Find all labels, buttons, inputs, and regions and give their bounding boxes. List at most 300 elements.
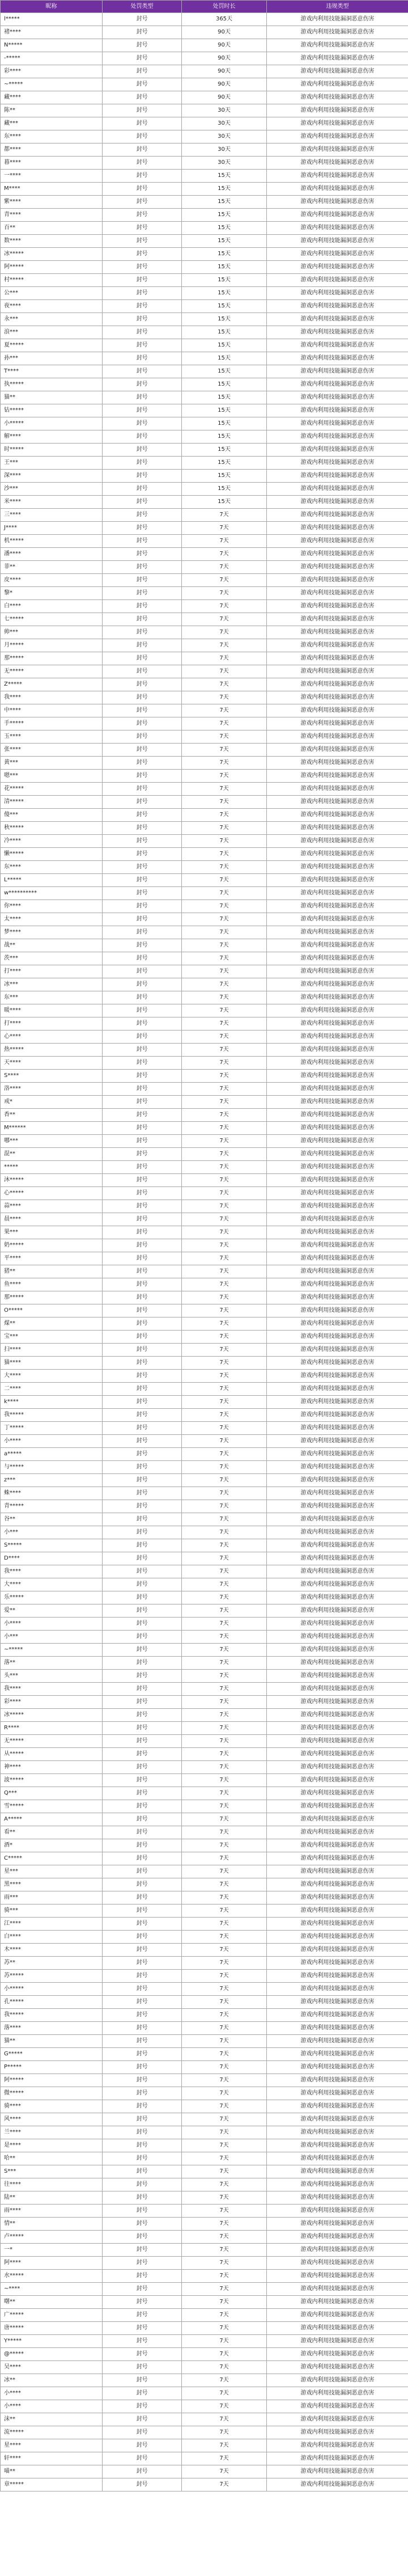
cell-penalty-duration: 7天 — [182, 1904, 267, 1918]
cell-penalty-type: 封号 — [103, 404, 182, 417]
table-row — [1, 2296, 408, 2309]
cell-penalty-type: 封号 — [103, 1200, 182, 1213]
cell-penalty-duration: 7天 — [182, 861, 267, 874]
table-row — [1, 1187, 408, 1200]
cell-penalty-type: 封号 — [103, 1526, 182, 1539]
cell-penalty-type: 封号 — [103, 1083, 182, 1096]
cell-penalty-duration: 7天 — [182, 1709, 267, 1722]
cell-violation-type: 游戏内利用技能漏洞恶意伤害 — [267, 326, 408, 339]
cell-nickname: 藏*** — [1, 117, 103, 130]
table-row — [1, 2257, 408, 2270]
cell-violation-type: 游戏内利用技能漏洞恶意伤害 — [267, 861, 408, 874]
table-row — [1, 939, 408, 952]
cell-penalty-type: 封号 — [103, 1865, 182, 1878]
cell-violation-type: 游戏内利用技能漏洞恶意伤害 — [267, 1409, 408, 1422]
cell-nickname: 小**** — [1, 2387, 103, 2400]
table-row — [1, 1370, 408, 1383]
cell-penalty-type: 封号 — [103, 1239, 182, 1252]
cell-penalty-type: 封号 — [103, 652, 182, 665]
cell-penalty-duration: 7天 — [182, 1565, 267, 1578]
cell-violation-type: 游戏内利用技能漏洞恶意伤害 — [267, 2022, 408, 2035]
cell-penalty-type: 封号 — [103, 444, 182, 457]
cell-penalty-duration: 7天 — [182, 1304, 267, 1317]
cell-violation-type: 游戏内利用技能漏洞恶意伤害 — [267, 378, 408, 391]
cell-nickname: O***** — [1, 1304, 103, 1317]
cell-penalty-type: 封号 — [103, 117, 182, 130]
cell-penalty-duration: 7天 — [182, 2335, 267, 2348]
cell-violation-type: 游戏内利用技能漏洞恶意伤害 — [267, 2439, 408, 2452]
cell-penalty-duration: 7天 — [182, 1931, 267, 1944]
cell-penalty-type: 封号 — [103, 352, 182, 365]
cell-penalty-type: 封号 — [103, 2413, 182, 2426]
cell-penalty-type: 封号 — [103, 2165, 182, 2178]
cell-nickname: A***** — [1, 1813, 103, 1826]
cell-violation-type: 游戏内利用技能漏洞恶意伤害 — [267, 678, 408, 691]
table-row — [1, 365, 408, 378]
table-row — [1, 117, 408, 130]
cell-penalty-type: 封号 — [103, 1578, 182, 1591]
cell-penalty-type: 封号 — [103, 691, 182, 704]
table-row — [1, 2218, 408, 2231]
cell-penalty-duration: 7天 — [182, 978, 267, 991]
cell-penalty-duration: 15天 — [182, 496, 267, 509]
cell-violation-type: 游戏内利用技能漏洞恶意伤害 — [267, 143, 408, 157]
cell-penalty-type: 封号 — [103, 770, 182, 783]
cell-penalty-type: 封号 — [103, 1631, 182, 1644]
table-row — [1, 222, 408, 235]
cell-penalty-type: 封号 — [103, 2283, 182, 2296]
cell-penalty-duration: 7天 — [182, 1787, 267, 1800]
cell-nickname: 一**** — [1, 170, 103, 183]
cell-nickname: 张**** — [1, 744, 103, 757]
cell-penalty-type: 封号 — [103, 522, 182, 535]
cell-violation-type: 游戏内利用技能漏洞恶意伤害 — [267, 1331, 408, 1344]
table-row — [1, 2126, 408, 2139]
cell-nickname: 看** — [1, 1826, 103, 1839]
cell-penalty-type: 封号 — [103, 704, 182, 717]
cell-penalty-duration: 7天 — [182, 626, 267, 639]
cell-nickname: 黑**** — [1, 1878, 103, 1891]
cell-violation-type: 游戏内利用技能漏洞恶意伤害 — [267, 1891, 408, 1904]
cell-nickname: z*** — [1, 1474, 103, 1487]
cell-penalty-type: 封号 — [103, 1474, 182, 1487]
cell-violation-type: 游戏内利用技能漏洞恶意伤害 — [267, 1552, 408, 1565]
cell-penalty-type: 封号 — [103, 1813, 182, 1826]
cell-nickname: 执***** — [1, 378, 103, 391]
cell-violation-type: 游戏内利用技能漏洞恶意伤害 — [267, 1565, 408, 1578]
cell-penalty-duration: 7天 — [182, 2387, 267, 2400]
cell-nickname: 蒜**** — [1, 1200, 103, 1213]
table-row — [1, 809, 408, 822]
cell-penalty-type: 封号 — [103, 2139, 182, 2152]
cell-violation-type: 游戏内利用技能漏洞恶意伤害 — [267, 1252, 408, 1265]
cell-penalty-type: 封号 — [103, 2205, 182, 2218]
cell-penalty-duration: 90天 — [182, 39, 267, 52]
cell-penalty-duration: 7天 — [182, 1252, 267, 1265]
cell-nickname: 宝*** — [1, 1331, 103, 1344]
table-row — [1, 626, 408, 639]
cell-penalty-duration: 30天 — [182, 157, 267, 170]
cell-penalty-duration: 7天 — [182, 1383, 267, 1396]
table-row — [1, 1696, 408, 1709]
cell-penalty-duration: 7天 — [182, 1148, 267, 1161]
table-row — [1, 1161, 408, 1174]
cell-penalty-type: 封号 — [103, 2218, 182, 2231]
cell-nickname: 天**** — [1, 1057, 103, 1070]
cell-penalty-duration: 7天 — [182, 1161, 267, 1174]
cell-penalty-type: 封号 — [103, 535, 182, 548]
cell-penalty-duration: 7天 — [182, 1435, 267, 1448]
cell-nickname: 嗯*** — [1, 770, 103, 783]
cell-penalty-type: 封号 — [103, 757, 182, 770]
cell-penalty-type: 封号 — [103, 1500, 182, 1513]
table-row — [1, 1670, 408, 1683]
table-row — [1, 1500, 408, 1513]
cell-penalty-type: 封号 — [103, 65, 182, 78]
cell-penalty-type: 封号 — [103, 183, 182, 196]
cell-violation-type: 游戏内利用技能漏洞恶意伤害 — [267, 1748, 408, 1761]
cell-nickname: 戒* — [1, 1096, 103, 1109]
cell-penalty-duration: 90天 — [182, 52, 267, 65]
cell-penalty-duration: 7天 — [182, 1331, 267, 1344]
cell-nickname: 心***** — [1, 1187, 103, 1200]
cell-nickname: N***** — [1, 39, 103, 52]
cell-nickname: 我**** — [1, 1683, 103, 1696]
table-row — [1, 2361, 408, 2374]
cell-penalty-duration: 7天 — [182, 2178, 267, 2191]
table-row — [1, 235, 408, 248]
cell-violation-type: 游戏内利用技能漏洞恶意伤害 — [267, 704, 408, 717]
cell-penalty-type: 封号 — [103, 222, 182, 235]
table-row — [1, 1317, 408, 1331]
cell-nickname: P***** — [1, 2061, 103, 2074]
cell-penalty-duration: 7天 — [182, 1226, 267, 1239]
cell-violation-type: 游戏内利用技能漏洞恶意伤害 — [267, 613, 408, 626]
cell-violation-type: 游戏内利用技能漏洞恶意伤害 — [267, 2413, 408, 2426]
cell-penalty-type: 封号 — [103, 796, 182, 809]
cell-nickname: 青***** — [1, 1500, 103, 1513]
table-row — [1, 1722, 408, 1735]
cell-violation-type: 游戏内利用技能漏洞恶意伤害 — [267, 535, 408, 548]
cell-violation-type: 游戏内利用技能漏洞恶意伤害 — [267, 352, 408, 365]
cell-nickname: 唐***** — [1, 2322, 103, 2335]
table-row — [1, 613, 408, 626]
cell-violation-type: 游戏内利用技能漏洞恶意伤害 — [267, 1878, 408, 1891]
cell-violation-type: 游戏内利用技能漏洞恶意伤害 — [267, 639, 408, 652]
cell-nickname: 煤** — [1, 1317, 103, 1331]
cell-nickname: k**** — [1, 1396, 103, 1409]
cell-nickname: 沐***** — [1, 1174, 103, 1187]
cell-penalty-type: 封号 — [103, 874, 182, 887]
cell-violation-type: 游戏内利用技能漏洞恶意伤害 — [267, 1631, 408, 1644]
cell-nickname: 褚**** — [1, 26, 103, 39]
cell-penalty-duration: 7天 — [182, 1474, 267, 1487]
cell-penalty-type: 封号 — [103, 574, 182, 587]
cell-penalty-type: 封号 — [103, 430, 182, 444]
table-row — [1, 143, 408, 157]
cell-penalty-duration: 7天 — [182, 2048, 267, 2061]
cell-violation-type: 游戏内利用技能漏洞恶意伤害 — [267, 1422, 408, 1435]
cell-penalty-duration: 7天 — [182, 1083, 267, 1096]
header-penalty-duration: 处罚时长 — [182, 1, 267, 13]
cell-violation-type: 游戏内利用技能漏洞恶意伤害 — [267, 391, 408, 404]
cell-violation-type: 游戏内利用技能漏洞恶意伤害 — [267, 574, 408, 587]
cell-nickname: 藏**** — [1, 91, 103, 104]
cell-nickname: 深**** — [1, 470, 103, 483]
cell-nickname: S*** — [1, 2165, 103, 2178]
table-row — [1, 1487, 408, 1500]
table-row — [1, 1931, 408, 1944]
cell-penalty-duration: 7天 — [182, 1996, 267, 2009]
cell-violation-type: 游戏内利用技能漏洞恶意伤害 — [267, 1852, 408, 1865]
cell-penalty-type: 封号 — [103, 744, 182, 757]
cell-violation-type: 游戏内利用技能漏洞恶意伤害 — [267, 652, 408, 665]
cell-violation-type: 游戏内利用技能漏洞恶意伤害 — [267, 2426, 408, 2439]
table-row — [1, 1604, 408, 1618]
table-row — [1, 2335, 408, 2348]
cell-penalty-duration: 7天 — [182, 2126, 267, 2139]
cell-penalty-duration: 90天 — [182, 78, 267, 91]
cell-nickname: 白**** — [1, 600, 103, 613]
cell-violation-type: 游戏内利用技能漏洞恶意伤害 — [267, 887, 408, 900]
cell-violation-type: 游戏内利用技能漏洞恶意伤害 — [267, 1148, 408, 1161]
cell-penalty-type: 封号 — [103, 1422, 182, 1435]
cell-violation-type: 游戏内利用技能漏洞恶意伤害 — [267, 665, 408, 678]
table-row — [1, 1683, 408, 1696]
cell-penalty-type: 封号 — [103, 1396, 182, 1409]
cell-violation-type: 游戏内利用技能漏洞恶意伤害 — [267, 1904, 408, 1918]
cell-violation-type: 游戏内利用技能漏洞恶意伤害 — [267, 796, 408, 809]
cell-nickname: 无***** — [1, 1735, 103, 1748]
cell-violation-type: 游戏内利用技能漏洞恶意伤害 — [267, 2257, 408, 2270]
cell-nickname: 无***** — [1, 665, 103, 678]
cell-penalty-duration: 7天 — [182, 1891, 267, 1904]
table-row — [1, 2178, 408, 2191]
cell-nickname: 时***** — [1, 444, 103, 457]
cell-penalty-duration: 15天 — [182, 365, 267, 378]
cell-violation-type: 游戏内利用技能漏洞恶意伤害 — [267, 444, 408, 457]
cell-penalty-type: 封号 — [103, 978, 182, 991]
table-row — [1, 326, 408, 339]
table-row — [1, 13, 408, 26]
cell-nickname: M**** — [1, 183, 103, 196]
cell-nickname: 青**** — [1, 209, 103, 222]
table-row — [1, 2439, 408, 2452]
cell-penalty-type: 封号 — [103, 1357, 182, 1370]
cell-violation-type: 游戏内利用技能漏洞恶意伤害 — [267, 1122, 408, 1135]
cell-violation-type: 游戏内利用技能漏洞恶意伤害 — [267, 2335, 408, 2348]
table-row — [1, 1109, 408, 1122]
cell-nickname: 我***** — [1, 1409, 103, 1422]
cell-penalty-duration: 15天 — [182, 222, 267, 235]
cell-violation-type: 游戏内利用技能漏洞恶意伤害 — [267, 1787, 408, 1800]
cell-nickname: 黎* — [1, 587, 103, 600]
cell-penalty-duration: 7天 — [182, 1109, 267, 1122]
cell-nickname: 与***** — [1, 1461, 103, 1474]
cell-penalty-duration: 7天 — [182, 2439, 267, 2452]
cell-penalty-duration: 15天 — [182, 483, 267, 496]
cell-penalty-duration: 365天 — [182, 13, 267, 26]
table-row — [1, 561, 408, 574]
cell-penalty-duration: 7天 — [182, 2022, 267, 2035]
cell-penalty-duration: 7天 — [182, 1839, 267, 1852]
table-row — [1, 157, 408, 170]
cell-penalty-type: 封号 — [103, 939, 182, 952]
table-row — [1, 496, 408, 509]
cell-violation-type: 游戏内利用技能漏洞恶意伤害 — [267, 1344, 408, 1357]
cell-penalty-duration: 7天 — [182, 874, 267, 887]
cell-penalty-duration: 15天 — [182, 457, 267, 470]
cell-penalty-duration: 7天 — [182, 2152, 267, 2165]
cell-nickname: 猫** — [1, 2035, 103, 2048]
cell-penalty-duration: 7天 — [182, 1552, 267, 1565]
cell-penalty-duration: 7天 — [182, 2074, 267, 2087]
cell-violation-type: 游戏内利用技能漏洞恶意伤害 — [267, 196, 408, 209]
cell-nickname: 帅*** — [1, 626, 103, 639]
cell-penalty-type: 封号 — [103, 1265, 182, 1278]
cell-penalty-duration: 7天 — [182, 1578, 267, 1591]
cell-violation-type: 游戏内利用技能漏洞恶意伤害 — [267, 2218, 408, 2231]
cell-penalty-type: 封号 — [103, 1800, 182, 1813]
cell-penalty-type: 封号 — [103, 2296, 182, 2309]
cell-penalty-type: 封号 — [103, 1735, 182, 1748]
cell-penalty-type: 封号 — [103, 2035, 182, 2048]
cell-penalty-duration: 7天 — [182, 730, 267, 744]
table-row — [1, 300, 408, 313]
cell-nickname: 冷**** — [1, 835, 103, 848]
cell-penalty-type: 封号 — [103, 887, 182, 900]
cell-nickname: Y***** — [1, 2335, 103, 2348]
table-row — [1, 483, 408, 496]
cell-penalty-type: 封号 — [103, 1696, 182, 1709]
cell-penalty-type: 封号 — [103, 561, 182, 574]
cell-violation-type: 游戏内利用技能漏洞恶意伤害 — [267, 757, 408, 770]
cell-nickname: 夜**** — [1, 300, 103, 313]
cell-violation-type: 游戏内利用技能漏洞恶意伤害 — [267, 1539, 408, 1552]
cell-violation-type: 游戏内利用技能漏洞恶意伤害 — [267, 2100, 408, 2113]
table-row — [1, 1761, 408, 1774]
table-row — [1, 2035, 408, 2048]
cell-penalty-type: 封号 — [103, 2126, 182, 2139]
table-row — [1, 730, 408, 744]
cell-penalty-duration: 7天 — [182, 1539, 267, 1552]
cell-violation-type: 游戏内利用技能漏洞恶意伤害 — [267, 691, 408, 704]
cell-nickname: 奶***** — [1, 1239, 103, 1252]
cell-penalty-type: 封号 — [103, 2374, 182, 2387]
cell-violation-type: 游戏内利用技能漏洞恶意伤害 — [267, 1865, 408, 1878]
cell-penalty-type: 封号 — [103, 365, 182, 378]
cell-penalty-type: 封号 — [103, 822, 182, 835]
cell-nickname: 吴**** — [1, 2361, 103, 2374]
cell-violation-type: 游戏内利用技能漏洞恶意伤害 — [267, 2348, 408, 2361]
table-body — [1, 13, 408, 2491]
cell-penalty-duration: 7天 — [182, 1970, 267, 1983]
table-row — [1, 926, 408, 939]
cell-penalty-duration: 7天 — [182, 704, 267, 717]
cell-nickname: 酒* — [1, 1839, 103, 1852]
cell-penalty-type: 封号 — [103, 965, 182, 978]
cell-penalty-type: 封号 — [103, 1057, 182, 1070]
cell-nickname: 一* — [1, 2244, 103, 2257]
cell-penalty-type: 封号 — [103, 1174, 182, 1187]
cell-violation-type: 游戏内利用技能漏洞恶意伤害 — [267, 1513, 408, 1526]
table-row — [1, 978, 408, 991]
cell-penalty-duration: 30天 — [182, 117, 267, 130]
cell-violation-type: 游戏内利用技能漏洞恶意伤害 — [267, 1226, 408, 1239]
cell-nickname: 风**** — [1, 2113, 103, 2126]
cell-violation-type: 游戏内利用技能漏洞恶意伤害 — [267, 1383, 408, 1396]
cell-penalty-duration: 7天 — [182, 2322, 267, 2335]
cell-penalty-duration: 7天 — [182, 1031, 267, 1044]
table-row — [1, 861, 408, 874]
cell-nickname: Q*** — [1, 1787, 103, 1800]
table-row — [1, 1096, 408, 1109]
table-row — [1, 678, 408, 691]
cell-violation-type: 游戏内利用技能漏洞恶意伤害 — [267, 926, 408, 939]
cell-penalty-duration: 7天 — [182, 1370, 267, 1383]
cell-penalty-duration: 15天 — [182, 404, 267, 417]
cell-penalty-duration: 15天 — [182, 417, 267, 430]
cell-penalty-type: 封号 — [103, 900, 182, 913]
cell-penalty-duration: 90天 — [182, 65, 267, 78]
cell-penalty-type: 封号 — [103, 287, 182, 300]
cell-nickname: 解**** — [1, 430, 103, 444]
table-row — [1, 874, 408, 887]
table-row — [1, 1657, 408, 1670]
cell-penalty-duration: 15天 — [182, 444, 267, 457]
cell-violation-type: 游戏内利用技能漏洞恶意伤害 — [267, 1187, 408, 1200]
table-row — [1, 691, 408, 704]
cell-nickname: R**** — [1, 1722, 103, 1735]
cell-penalty-type: 封号 — [103, 926, 182, 939]
cell-penalty-duration: 7天 — [182, 652, 267, 665]
table-row — [1, 2152, 408, 2165]
table-row — [1, 65, 408, 78]
cell-nickname: 章***** — [1, 2478, 103, 2491]
table-row — [1, 2231, 408, 2244]
cell-nickname: 中**** — [1, 704, 103, 717]
cell-penalty-duration: 7天 — [182, 2139, 267, 2152]
cell-violation-type: 游戏内利用技能漏洞恶意伤害 — [267, 1461, 408, 1474]
cell-violation-type: 游戏内利用技能漏洞恶意伤害 — [267, 783, 408, 796]
cell-penalty-type: 封号 — [103, 1683, 182, 1696]
cell-penalty-duration: 7天 — [182, 2009, 267, 2022]
cell-nickname: 懒***** — [1, 848, 103, 861]
cell-nickname: 香** — [1, 1109, 103, 1122]
cell-penalty-type: 封号 — [103, 2400, 182, 2413]
table-row — [1, 457, 408, 470]
table-row — [1, 2244, 408, 2257]
cell-violation-type: 游戏内利用技能漏洞恶意伤害 — [267, 287, 408, 300]
cell-penalty-duration: 7天 — [182, 1657, 267, 1670]
cell-violation-type: 游戏内利用技能漏洞恶意伤害 — [267, 900, 408, 913]
cell-violation-type: 游戏内利用技能漏洞恶意伤害 — [267, 744, 408, 757]
table-row — [1, 2452, 408, 2465]
table-row — [1, 1578, 408, 1591]
cell-violation-type: 游戏内利用技能漏洞恶意伤害 — [267, 1161, 408, 1174]
cell-violation-type: 游戏内利用技能漏洞恶意伤害 — [267, 2478, 408, 2491]
cell-nickname: 洛**** — [1, 1083, 103, 1096]
cell-nickname: 小**** — [1, 2400, 103, 2413]
table-row — [1, 1513, 408, 1526]
table-row — [1, 1435, 408, 1448]
cell-nickname: 阿***** — [1, 2074, 103, 2087]
cell-penalty-type: 封号 — [103, 235, 182, 248]
cell-penalty-duration: 15天 — [182, 248, 267, 261]
table-row — [1, 1878, 408, 1891]
cell-penalty-duration: 7天 — [182, 1187, 267, 1200]
table-row — [1, 1409, 408, 1422]
